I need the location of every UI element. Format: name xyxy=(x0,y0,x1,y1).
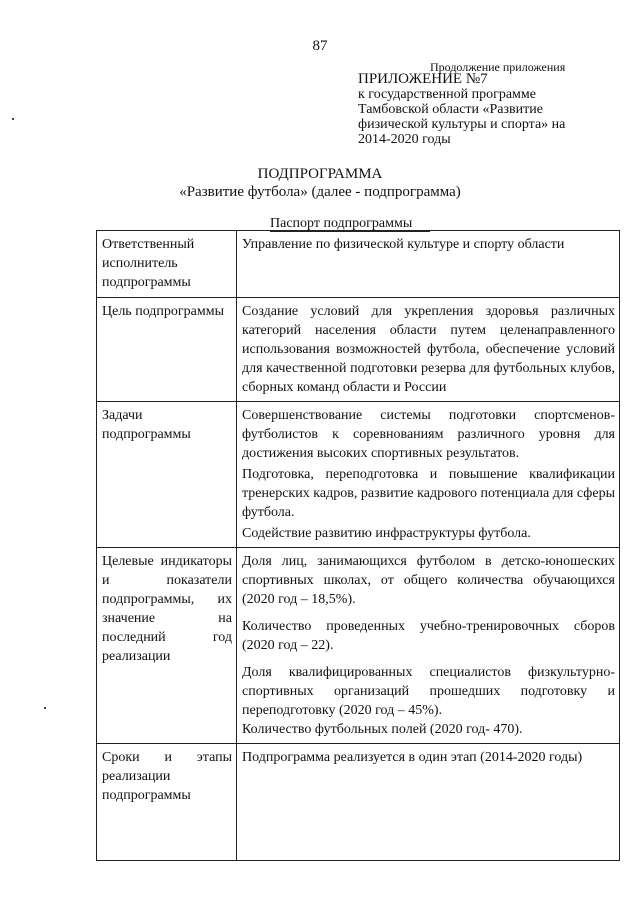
row-label: Цель подпрограммы xyxy=(97,298,237,402)
passport-table xyxy=(96,230,620,861)
row-value: Подпрограмма реализуется в один этап (2014-2020 годы) xyxy=(237,744,620,861)
task-item: Совершенствование системы подготовки спортсменов-футболистов к соревнованиям различного уровня для достижения высоких спортивных результатов. xyxy=(242,408,615,461)
subprogram-title: ПОДПРОГРАММА xyxy=(257,166,383,182)
row-value: Создание условий для укрепления здоровья различных категорий населения области путем целенаправленного использования возможностей футбола, обеспечение условий для качественной подготовки резерва для футбольных клубов, сборных команд области и России xyxy=(237,298,620,402)
page-number: 87 xyxy=(312,38,328,54)
row-label: Задачи подпрограммы xyxy=(97,402,237,548)
indicator-item: Доля квалифицированных специалистов физкультурно-спортивных организаций прошедших подготовку и переподготовку (2020 год – 45%). xyxy=(242,665,615,718)
passport-title: Паспорт подпрограммы xyxy=(270,216,413,231)
row-value xyxy=(237,402,620,548)
appendix-title: ПРИЛОЖЕНИЕ №7 xyxy=(358,71,488,87)
row-value: Управление по физической культуре и спорту области xyxy=(237,231,620,298)
indicator-item: Количество проведенных учебно-тренировочных сборов (2020 год – 22). xyxy=(242,619,615,653)
table-row xyxy=(97,402,620,548)
appendix-line: физической культуры и спорта» на xyxy=(358,117,566,132)
appendix-line: Тамбовской области «Развитие xyxy=(358,102,543,117)
row-label: Ответственный исполнитель подпрограммы xyxy=(97,231,237,298)
table-row xyxy=(97,548,620,744)
table-row xyxy=(97,298,620,402)
scan-speck xyxy=(44,707,46,709)
continuation-note: Продолжение приложения xyxy=(430,60,566,74)
row-label: Целевые индикаторы и показатели подпрограммы, их значение на последний год реализации xyxy=(97,548,237,744)
table-row xyxy=(97,231,620,298)
scan-speck xyxy=(12,118,14,120)
subprogram-heading xyxy=(0,165,640,201)
appendix-line: к государственной программе xyxy=(358,87,536,102)
task-item: Подготовка, переподготовка и повышение квалификации тренерских кадров, развитие кадрового потенциала для сферы футбола. xyxy=(242,467,615,520)
appendix-line: 2014-2020 годы xyxy=(358,132,451,147)
subprogram-subtitle: «Развитие футбола» (далее - подпрограмма) xyxy=(179,184,461,200)
row-value xyxy=(237,548,620,744)
indicator-item: Количество футбольных полей (2020 год- 470). xyxy=(242,722,523,737)
appendix-header xyxy=(358,72,565,147)
table-row xyxy=(97,744,620,861)
indicator-item: Доля лиц, занимающихся футболом в детско-юношеских спортивных школах, от общего количества обучающихся (2020 год – 18,5%). xyxy=(242,554,615,607)
task-item: Содействие развитию инфраструктуры футбола. xyxy=(242,526,531,541)
row-label: Сроки и этапы реализации подпрограммы xyxy=(97,744,237,861)
